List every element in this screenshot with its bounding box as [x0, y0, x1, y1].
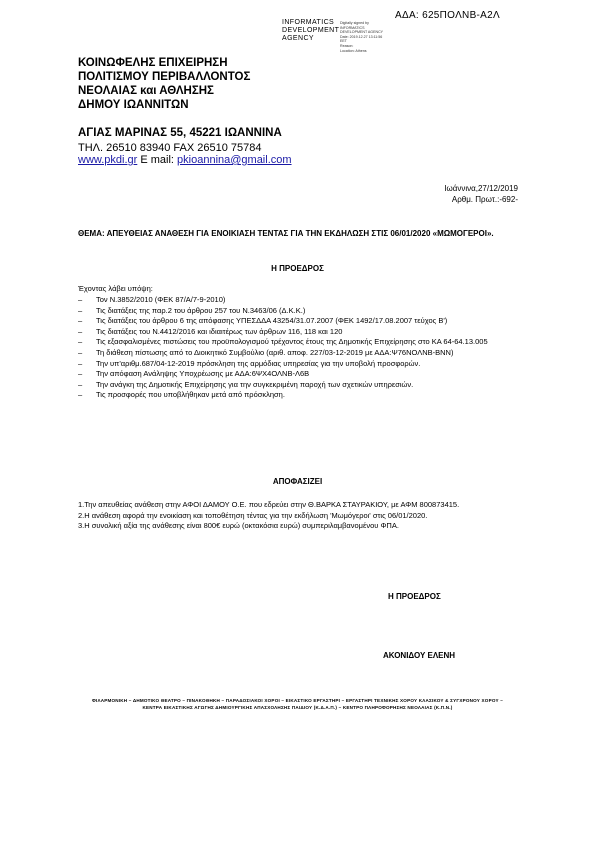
stamp-detail: INFORMATICS — [340, 25, 365, 30]
stamp-detail: Date: 2019.12.27 13:11:56 — [340, 34, 383, 39]
considerations-list — [78, 295, 518, 401]
date-block — [444, 183, 518, 205]
intro-text: Έχοντας λάβει υπόψη: — [78, 284, 153, 293]
list-item: – Τις προσφορές που υποβλήθηκαν μετά από πρόσκληση. — [78, 390, 518, 401]
footer-line: ΚΕΝΤΡΑ ΕΙΚΑΣΤΙΚΗΣ ΑΓΩΓΗΣ ΔΗΜΙΟΥΡΓΙΚΗΣ ΑΠΑΣΧΟΛΗΣΗΣ ΠΑΙΔΙΟΥ (Κ.Δ.Α.Π.) – ΚΕΝΤΡΟ ΠΛΗΡΟΦΟΡΗΣΗΣ ΝΕΟΛΑΙΑΣ (Κ.Π.Ν.) — [142, 705, 453, 710]
list-item: – Την ανάγκη της Δημοτικής Επιχείρησης για την συγκεκριμένη παροχή των σχετικών υπηρεσιών. — [78, 380, 518, 391]
signature-title: Η ΠΡΟΕΔΡΟΣ — [388, 592, 441, 601]
protocol-number: Αρθμ. Πρωτ.:-692- — [451, 195, 518, 204]
list-item: – Τη διάθεση πίστωσης από το Διοικητικό Συμβούλιο (αριθ. αποφ. 227/03-12-2019 με ΑΔΑ:Ψ76ΝΟΛΝΒ-ΒΝΝ) — [78, 348, 518, 359]
stamp-detail: DEVELOPMENT AGENCY — [340, 30, 384, 35]
signatory-name: ΑΚΟΝΙΔΟΥ ΕΛΕΝΗ — [383, 651, 456, 660]
signature-stamp-details — [340, 21, 400, 53]
org-line: ΔΗΜΟΥ ΙΩΑΝΝΙΤΩΝ — [78, 99, 189, 111]
email-link[interactable]: pkioannina@gmail.com — [177, 154, 292, 166]
org-contact — [78, 154, 292, 166]
decision-item: 2.Η ανάθεση αφορά την ενοικίαση και τοποθέτηση τέντας για την εκδήλωση 'Μωμόγεροι' στις 06/01/2020. — [78, 510, 428, 520]
subject-line: ΘΕΜΑ: ΑΠΕΥΘΕΙΑΣ ΑΝΑΘΕΣΗ ΓΙΑ ΕΝΟΙΚΙΑΣΗ ΤΕΝΤΑΣ ΓΙΑ ΤΗΝ ΕΚΔΗΛΩΣΗ ΣΤΙΣ 06/01/2020 «ΜΩΜΟΓΕΡΟΙ». — [78, 229, 494, 238]
footer-line: ΦΙΛΑΡΜΟΝΙΚΗ – ΔΗΜΟΤΙΚΟ ΘΕΑΤΡΟ – ΠΙΝΑΚΟΘΗΚΗ – ΠΑΡΑΔΟΣΙΑΚΟΙ ΧΟΡΟΙ – ΕΙΚΑΣΤΙΚΟ ΕΡΓΑΣΤΗΡΙ – ΕΡΓΑΣΤΗΡΙ ΤΕΧΝΙΚΗΣ ΧΟΡΟΥ ΚΛΑΣΙΚΟΥ & ΣΥΓΧΡΟΝΟΥ ΧΟΡΟΥ – — [92, 698, 503, 703]
org-phone: ΤΗΛ. 26510 83940 FAX 26510 75784 — [78, 142, 262, 154]
org-line: ΚΟΙΝΩΦΕΛΗΣ ΕΠΙΧΕΙΡΗΣΗ — [78, 57, 228, 69]
ada-code: ΑΔΑ: 625ΠΟΛΝΒ-Α2Λ — [395, 10, 500, 21]
stamp-line: INFORMATICS — [282, 19, 335, 26]
stamp-detail: Digitally signed by — [340, 21, 369, 25]
website-link[interactable]: www.pkdi.gr — [78, 154, 138, 166]
stamp-detail: Reason: — [340, 43, 354, 48]
org-line: ΠΟΛΙΤΙΣΜΟΥ ΠΕΡΙΒΑΛΛΟΝΤΟΣ — [78, 71, 251, 83]
signature-stamp-label — [282, 19, 342, 43]
org-address: ΑΓΙΑΣ ΜΑΡΙΝΑΣ 55, 45221 ΙΩΑΝΝΙΝΑ — [78, 127, 282, 139]
footer-services — [40, 697, 555, 711]
list-item: – Τις διατάξεις του άρθρου 6 της απόφασης ΥΠΕΣΔΔΑ 43254/31.07.2007 (ΦΕΚ 1492/17.08.2007 τεύχος Β') — [78, 316, 518, 327]
stamp-detail: Location: Athens — [340, 48, 367, 53]
list-item: – Τις εξασφαλισμένες πιστώσεις του προϋπολογισμού τρέχοντος έτους της Δημοτικής Επιχείρησης στο ΚΑ 64-64.13.005 — [78, 337, 518, 348]
list-item: – Την απόφαση Ανάληψης Υποχρέωσης με ΑΔΑ:6ΨΧ4ΟΛΝΒ-Λ6Β — [78, 369, 518, 380]
email-label: E mail: — [137, 154, 178, 166]
list-item: – Τον Ν.3852/2010 (ΦΕΚ 87/Α/7-9-2010) — [78, 295, 518, 306]
heading-president: Η ΠΡΟΕΔΡΟΣ — [271, 264, 324, 273]
stamp-detail: EET — [340, 39, 347, 44]
list-item: – Τις διατάξεις της παρ.2 του άρθρου 257 του Ν.3463/06 (Δ.Κ.Κ.) — [78, 306, 518, 317]
stamp-line: DEVELOPMENT — [282, 27, 340, 34]
decision-item: 1.Την απευθείας ανάθεση στην ΑΦΟΙ ΔΑΜΟΥ Ο.Ε. που εδρεύει στην Θ.ΒΑΡΚΑ ΣΤΑΥΡΑΚΙΟΥ, με ΑΦΜ 800873415. — [78, 500, 460, 509]
org-line: ΝΕΟΛΑΙΑΣ και ΑΘΛΗΣΗΣ — [78, 85, 214, 97]
heading-decides: ΑΠΟΦΑΣΙΖΕΙ — [272, 477, 323, 486]
list-item: – Τις διατάξεις του Ν.4412/2016 και ιδιαιτέρως των άρθρων 116, 118 και 120 — [78, 327, 518, 338]
place-date: Ιωάννινα,27/12/2019 — [444, 184, 518, 193]
stamp-line: AGENCY — [282, 35, 314, 42]
decision-item: 3.Η συνολική αξία της ανάθεσης είναι 800€ ευρώ (οκτακόσια ευρώ) συμπεριλαμβανομένου ΦΠΑ. — [78, 521, 399, 531]
decisions-block — [78, 500, 518, 532]
organization-name — [78, 56, 250, 112]
list-item: – Την υπ'αριθμ.687/04-12-2019 πρόσκληση της αρμόδιας υπηρεσίας για την υποβολή προσφορών. — [78, 359, 518, 370]
